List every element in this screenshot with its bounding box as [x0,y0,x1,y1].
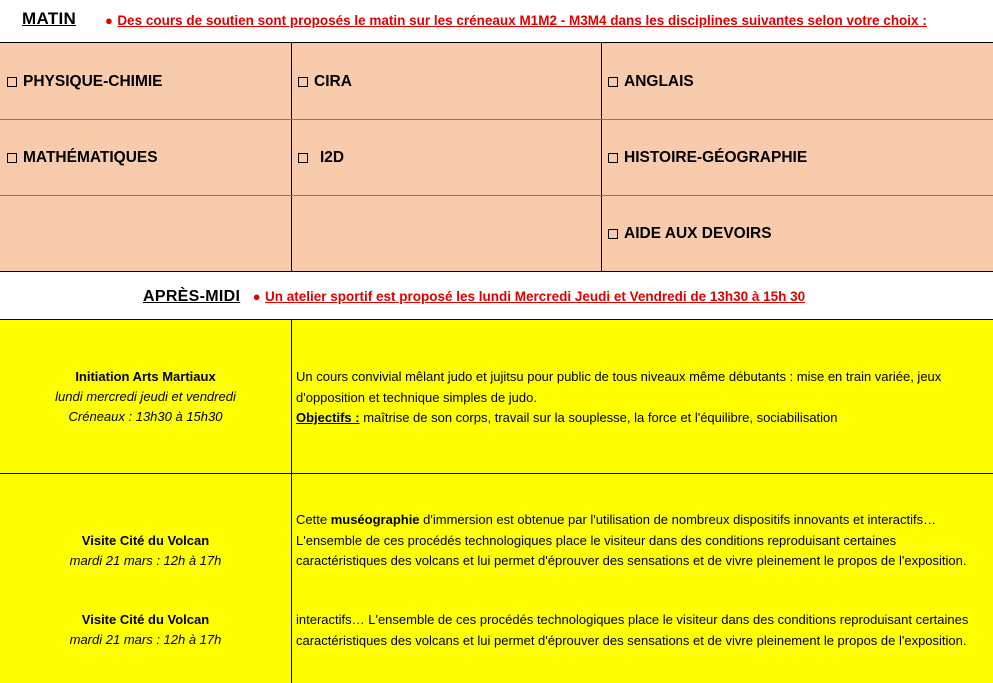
activity-name: Visite Cité du Volcan [81,533,210,548]
grid-divider [291,43,292,271]
option-label: CIRA [314,73,352,90]
option-label: HISTOIRE-GÉOGRAPHIE [624,149,808,166]
option-label: MATHÉMATIQUES [23,149,158,166]
matin-title: MATIN [22,9,77,28]
option-label: I2D [320,149,345,166]
activity-info [0,531,291,571]
activity-name: Visite Cité du Volcan [81,612,210,627]
checkbox-icon[interactable] [7,77,17,87]
apres-midi-line [143,288,805,306]
activity-date: mardi 21 mars : 12h à 17h [69,632,222,647]
activity-date: mardi 21 mars : 12h à 17h [69,553,222,568]
option-label: PHYSIQUE-CHIMIE [23,73,163,90]
grid-divider [601,43,602,271]
activity-desc-text: Un cours convivial mêlant judo et jujitsu pour public de tous niveaux même débutants : mise en train variée, jeux d'opposition et technique simples de judo. [296,369,942,405]
grid-row-line [0,119,993,120]
subjects-grid [0,42,993,271]
activity-days: lundi mercredi jeudi et vendredi [55,389,236,404]
checkbox-icon[interactable] [608,153,618,163]
apres-midi-note: Un atelier sportif est proposé les lundi Mercredi Jeudi et Vendredi de 13h30 à 15h 30 [265,289,806,304]
option-cira[interactable] [298,73,352,91]
option-label: AIDE AUX DEVOIRS [624,225,772,242]
activity-row-cite-du-volcan [0,473,993,683]
objectives-text: maîtrise de son corps, travail sur la souplesse, la force et l'équilibre, sociabilisation [359,410,838,425]
checkbox-icon[interactable] [298,77,308,87]
option-histoire-geographie[interactable] [608,149,807,167]
option-anglais[interactable] [608,73,694,91]
desc-bold: muséographie [330,512,420,527]
option-i2d[interactable] [298,149,344,167]
activity-row-arts-martiaux [0,319,993,473]
checkbox-icon[interactable] [298,153,308,163]
desc-text: interactifs… L'ensemble de ces procédés technologiques place le visiteur dans des conditions reproduisant certaines caractéristiques des volcans et lui permet d'éprouver des sensations et de vivre pleinement le propos de l'exposition. [296,612,969,648]
activity-info [0,610,291,650]
apres-midi-title: APRÈS-MIDI [143,288,241,305]
apres-midi-header [0,271,993,320]
checkbox-icon[interactable] [7,153,17,163]
activity-name: Initiation Arts Martiaux [75,369,216,384]
desc-text: d'immersion est obtenue par l'utilisation de nombreux dispositifs innovants et interactifs… L'ensemble de ces procédés technologiques place le visiteur dans des conditions reproduisant certaines caractéristiques des volcans et lui permet d'éprouver des sensations et de vivre pleinement le propos de l'exposition. [296,512,967,568]
activity-description [296,510,986,572]
objectives-label: Objectifs : [296,410,360,425]
activity-info [0,367,291,427]
option-physique-chimie[interactable] [7,73,163,91]
matin-note-line [105,12,927,30]
activity-description [296,610,986,651]
apres-bullet-icon: ● [252,289,261,304]
activity-objectives [296,408,986,429]
row-divider [291,320,292,473]
option-mathematiques[interactable] [7,149,158,167]
checkbox-icon[interactable] [608,77,618,87]
matin-header [0,0,993,42]
desc-text: Cette [296,512,331,527]
activity-description [296,367,986,429]
option-label: ANGLAIS [624,73,694,90]
matin-note: Des cours de soutien sont proposés le matin sur les créneaux M1M2 - M3M4 dans les disciplines suivantes selon votre choix : [117,13,927,28]
row-divider [291,474,292,683]
option-aide-aux-devoirs[interactable] [608,225,772,243]
activity-slots: Créneaux : 13h30 à 15h30 [68,409,223,424]
matin-bullet-icon: ● [105,13,113,28]
checkbox-icon[interactable] [608,229,618,239]
grid-row-line [0,195,993,196]
